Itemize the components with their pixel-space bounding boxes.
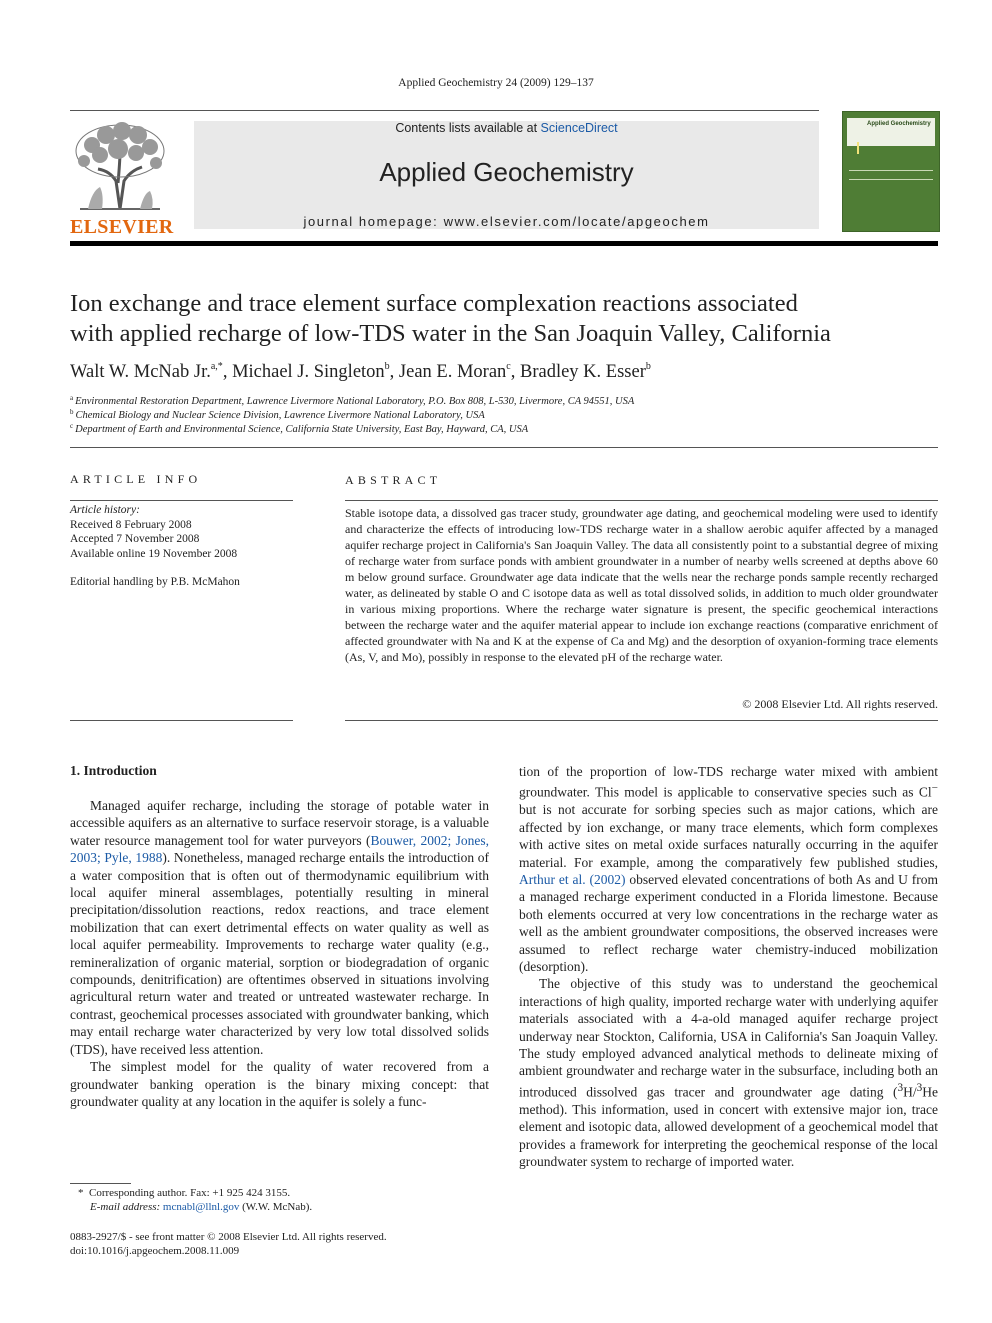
abstract-heading: ABSTRACT <box>345 473 442 487</box>
text-run: observed elevated concentrations of both As and U from a managed recharge experiment conducted in a Florida limestone. Because both elements occurred at very low concentrations in the recharge water as well as the ambient groundwater compositions, the observed increases were assumed to reflect recharge water chemistry-induced mobilization (desorption). <box>519 871 938 974</box>
body-right-column <box>519 763 938 1170</box>
article-info-rule <box>70 500 293 501</box>
header-rule <box>70 110 819 111</box>
affiliation <box>70 408 485 421</box>
article-title-line2: with applied recharge of low-TDS water in the San Joaquin Valley, California <box>70 320 831 347</box>
author-affil-mark: b <box>645 361 651 372</box>
citation-link[interactable]: Bouwer, 2002; Jones, 2003; Pyle, 1988 <box>70 832 490 866</box>
author-name[interactable]: Walt W. McNab Jr. <box>70 362 211 382</box>
corresponding-author: Corresponding author. Fax: +1 925 424 3155. <box>89 1187 291 1199</box>
affiliation <box>70 422 528 435</box>
affiliation <box>70 394 634 407</box>
affiliation-text: Environmental Restoration Department, Lawrence Livermore National Laboratory, P.O. Box 808, L-530, Livermore, CA 94551, USA <box>75 396 635 407</box>
text-run: tion of the proportion of low-TDS recharge water mixed with ambient groundwater. This model is applicable to conservative species such as Cl <box>519 764 938 800</box>
journal-cover-thumbnail[interactable] <box>842 111 940 232</box>
author-affil-mark: c <box>506 361 511 372</box>
text-run: H/ <box>903 1084 917 1100</box>
author-affil-mark: b <box>384 361 390 372</box>
history-label: Article history: <box>70 504 140 516</box>
section-heading-introduction: 1. Introduction <box>70 763 157 778</box>
author-affil-mark: a,* <box>210 361 223 372</box>
section-divider <box>70 447 938 448</box>
author-list <box>70 361 651 383</box>
article-history <box>70 503 240 590</box>
text-run: He method). This information, used in concert with extensive major ion, trace element and isotopic data, allowed development of a geochemical model that provides a framework for interpreting the geochemical response of the local groundwater system to recharge of imported water. <box>519 1084 938 1169</box>
online-date: Available online 19 November 2008 <box>70 547 238 560</box>
affiliation-text: Department of Earth and Environmental Science, California State University, East Bay, Hayward, CA, USA <box>75 424 529 435</box>
author-separator: , <box>222 362 233 382</box>
editorial-handling: Editorial handling by P.B. McMahon <box>70 576 240 588</box>
journal-banner <box>194 121 819 229</box>
journal-title[interactable]: Applied Geochemistry <box>379 157 634 187</box>
elsevier-wordmark: ELSEVIER <box>70 216 174 238</box>
cover-title: Applied Geochemistry <box>867 121 931 127</box>
article-title-line1: Ion exchange and trace element surface complexation reactions associated <box>70 290 798 317</box>
elsevier-logo[interactable] <box>70 121 174 238</box>
paragraph <box>519 975 938 1170</box>
text-run: ). Nonetheless, managed recharge entails the introduction of a water composition that is often out of thermodynamic equilibrium with local aquifer mineral assemblages, potentially resulting in mineral precipitation/dissolution reactions, redox reactions, and trace element mobilization that can exert detrimental effects on water quality as well as local aquifer permeability. Improvements to recharge water quality (e.g., remineralization of organic material, sorption or biodegradation of organic compounds, denitrification) are oftentimes observed in situations involving agricultural return water and treated or untreated wastewater recharge. In contrast, geochemical processes associated with groundwater banking, which may entail recharge water characterized by very low total dissolved solids (TDS), have received less attention. <box>70 850 489 1057</box>
journal-homepage[interactable]: journal homepage: www.elsevier.com/locate/apgeochem <box>303 214 710 229</box>
body-left-column <box>70 797 489 1110</box>
text-run: Managed aquifer recharge, including the storage of potable water in accessible aquifers as an alternative to surface reservoir storage, is a valuable water resource management tool for water purveyors ( <box>70 798 489 848</box>
email-owner: (W.W. McNab). <box>242 1201 313 1213</box>
author-name[interactable]: Michael J. Singleton <box>232 362 385 382</box>
citation-link[interactable]: Arthur et al. (2002) <box>519 871 626 887</box>
cover-stripe <box>857 142 859 154</box>
author-name[interactable]: Bradley K. Esser <box>520 362 646 382</box>
author-name[interactable]: Jean E. Moran <box>398 362 507 382</box>
accepted-date: Accepted 7 November 2008 <box>70 533 200 545</box>
cover-title-bar <box>847 118 935 146</box>
paragraph <box>70 797 489 1058</box>
doi-line[interactable]: doi:10.1016/j.apgeochem.2008.11.009 <box>70 1245 240 1257</box>
header-thick-rule <box>70 241 938 246</box>
text-run: The objective of this study was to understand the geochemical interactions of high quality, imported recharge water with underlying aquifer materials associated with a 4-a-old managed aquifer recharge project underway near Stockton, California, USA in California's San Joaquin Valley. The study employed advanced analytical methods to delineate mixing of ambient groundwater and recharge water in the subsurface, including both an introduced dissolved gas tracer and groundwater age dating ( <box>519 976 938 1100</box>
author-separator: , <box>389 362 399 382</box>
affiliation-mark: a <box>70 394 74 402</box>
author-separator: , <box>510 362 520 382</box>
abstract-rule <box>345 500 938 501</box>
issn-line: 0883-2927/$ - see front matter © 2008 Elsevier Ltd. All rights reserved. <box>70 1231 387 1243</box>
abstract-copyright: © 2008 Elsevier Ltd. All rights reserved. <box>742 697 938 711</box>
affiliation-mark: b <box>70 408 74 416</box>
journal-citation: Applied Geochemistry 24 (2009) 129–137 <box>398 77 594 89</box>
contents-prefix: Contents lists available at <box>395 121 541 135</box>
elsevier-tree-icon <box>70 121 170 213</box>
article-info-heading: ARTICLE INFO <box>70 472 202 486</box>
cover-text-lines <box>849 170 933 180</box>
paragraph <box>519 763 938 975</box>
affiliation-text: Chemical Biology and Nuclear Science Division, Lawrence Livermore National Laboratory, USA <box>75 410 485 421</box>
paragraph: The simplest model for the quality of water recovered from a groundwater banking operation is the binary mixing concept: that groundwater quality at any location in the aquifer is solely a func- <box>70 1059 489 1109</box>
article-info-bottom-rule <box>70 720 293 721</box>
publication-info <box>70 1230 387 1258</box>
footnote <box>70 1186 312 1214</box>
footnote-rule <box>70 1183 131 1184</box>
article-title <box>70 289 940 349</box>
text-run: but is not accurate for sorbing species such as major cations, which are affected by ion exchange, or many trace elements, which form complexes with active sites on metal oxide surfaces naturally occurring in the aquifer material. For example, among the comparatively few published studies, <box>519 802 938 870</box>
footnote-mark: * <box>78 1187 84 1199</box>
superscript: 3 <box>916 1081 923 1094</box>
superscript: 3 <box>897 1081 904 1094</box>
superscript: − <box>931 782 938 795</box>
contents-line <box>194 121 819 135</box>
email-link[interactable]: mcnabl@llnl.gov <box>162 1201 240 1213</box>
sciencedirect-link[interactable]: ScienceDirect <box>540 121 618 135</box>
affiliation-mark: c <box>70 422 74 430</box>
email-label: E-mail address: <box>90 1201 161 1213</box>
received-date: Received 8 February 2008 <box>70 518 192 531</box>
abstract-text: Stable isotope data, a dissolved gas tracer study, groundwater age dating, and geochemical modeling were used to identify and characterize the effects of introducing low-TDS recharge water in a shallow aerobic aquifer affected by a managed aquifer recharge project in California's San Joaquin Valley. The data all consistently point to a substantial degree of mixing of recharge water from surface ponds with ambient groundwater in a number of nearby wells screened at depths above 60 m below ground surface. Groundwater age data indicate that the wells near the recharge ponds sample recently recharged water, as delineated by stable O and C isotope data as well as total dissolved solids, in addition to much older groundwater in various mixing proportions. Where the recharge water signature is present, the specific geochemical interactions between the recharge water and the aquifer material appear to include ion exchange reactions (comparative enrichment of affected groundwater with Na and K at the expense of Ca and Mg) and the desorption of oxyanion-forming trace elements (As, V, and Mo), possibly in response to the elevated pH of the recharge water. <box>345 506 938 664</box>
abstract-bottom-rule <box>345 720 938 721</box>
